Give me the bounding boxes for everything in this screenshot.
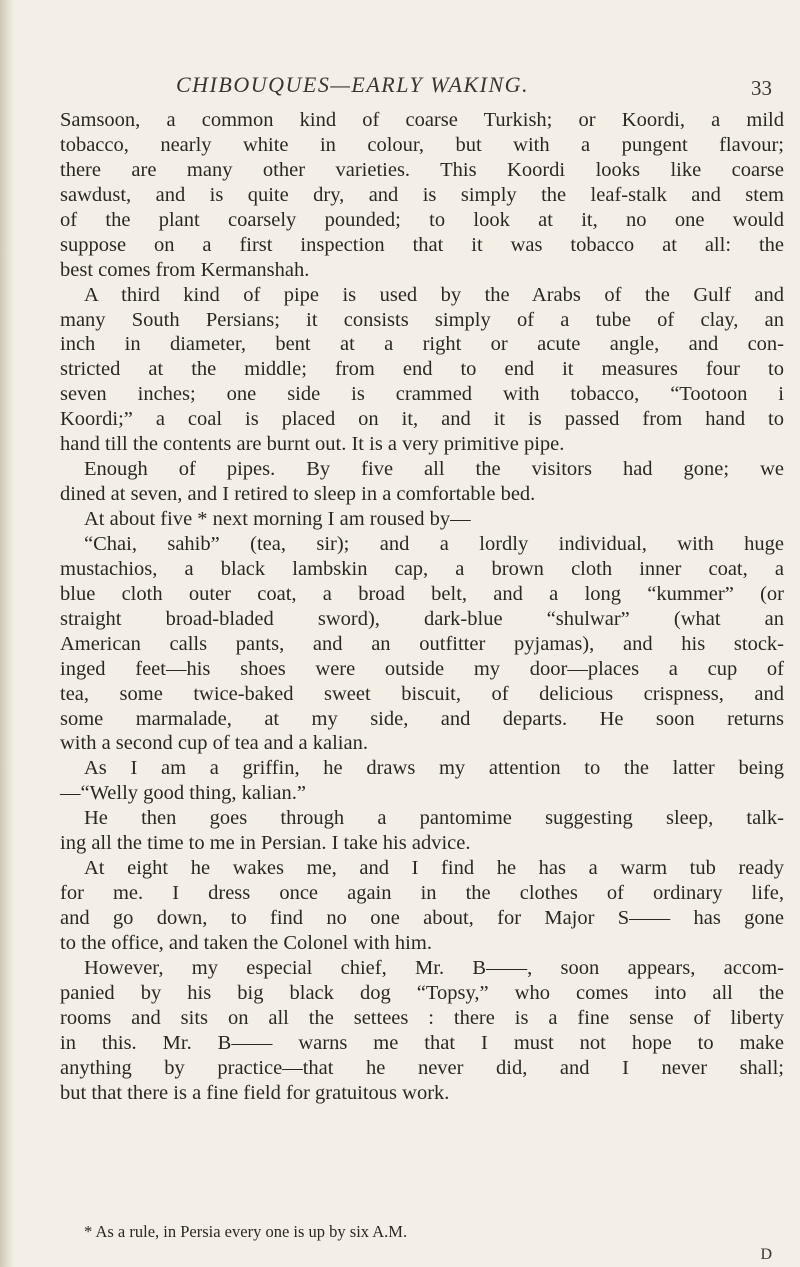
text-line: best comes from Kermanshah.	[60, 258, 310, 281]
signature-mark: D	[760, 1246, 772, 1263]
text-line: At eight he wakes me, and I find he has a warm tub ready	[84, 857, 784, 880]
page-header	[0, 72, 800, 112]
text-line: American calls pants, and an outfitter pyjamas), and his stock-	[60, 632, 784, 655]
text-line: and go down, to find no one about, for Major S—— has gone	[60, 907, 784, 929]
binding-edge	[0, 0, 14, 1267]
text-line: inged feet—his shoes were outside my door—places a cup of	[60, 657, 784, 680]
running-head: CHIBOUQUES—EARLY WAKING.	[176, 72, 530, 97]
text-line: A third kind of pipe is used by the Arabs of the Gulf and	[84, 283, 784, 306]
text-line: there are many other varieties. This Koordi looks like coarse	[60, 158, 784, 181]
text-line: to the office, and taken the Colonel with him.	[60, 931, 432, 954]
footnote: * As a rule, in Persia every one is up by six A.M.	[84, 1222, 408, 1241]
text-line: many South Persians; it consists simply of a tube of clay, an	[60, 308, 784, 331]
text-line: At about five * next morning I am roused by—	[84, 508, 471, 530]
text-line: mustachios, a black lambskin cap, a brown cloth inner coat, a	[60, 557, 784, 580]
text-line: Samsoon, a common kind of coarse Turkish; or Koordi, a mild	[60, 109, 784, 131]
text-line: of the plant coarsely pounded; to look at it, no one would	[60, 208, 784, 231]
text-line: some marmalade, at my side, and departs. He soon returns	[60, 707, 784, 730]
text-line: —“Welly good thing, kalian.”	[60, 782, 306, 805]
text-line: anything by practice—that he never did, and I never shall;	[60, 1056, 784, 1079]
body-text	[60, 108, 784, 1106]
text-line: tea, some twice-baked sweet biscuit, of delicious crispness, and	[60, 682, 784, 705]
text-line: As I am a griffin, he draws my attention to the latter being	[84, 757, 784, 780]
text-line: for me. I dress once again in the clothes of ordinary life,	[60, 882, 784, 905]
text-line: He then goes through a pantomime suggesting sleep, talk-	[84, 807, 784, 830]
text-line: rooms and sits on all the settees : there is a fine sense of liberty	[60, 1006, 784, 1029]
text-line: suppose on a first inspection that it was tobacco at all: the	[60, 233, 784, 256]
text-line: “Chai, sahib” (tea, sir); and a lordly individual, with huge	[84, 532, 784, 555]
text-line: However, my especial chief, Mr. B——, soon appears, accom-	[84, 956, 784, 979]
text-line: tobacco, nearly white in colour, but with a pungent flavour;	[60, 133, 784, 156]
text-line: with a second cup of tea and a kalian.	[60, 732, 368, 755]
text-line: ing all the time to me in Persian. I take his advice.	[60, 832, 471, 855]
page-number: 33	[751, 76, 772, 100]
text-line: hand till the contents are burnt out. It is a very primitive pipe.	[60, 433, 565, 456]
text-line: straight broad-bladed sword), dark-blue “shulwar” (what an	[60, 607, 784, 630]
text-line: Enough of pipes. By five all the visitors had gone; we	[84, 458, 784, 481]
text-line: stricted at the middle; from end to end it measures four to	[60, 358, 784, 381]
text-line: inch in diameter, bent at a right or acute angle, and con-	[60, 333, 784, 356]
text-line: Koordi;” a coal is placed on it, and it is passed from hand to	[60, 408, 784, 431]
text-line: blue cloth outer coat, a broad belt, and a long “kummer” (or	[60, 582, 784, 605]
text-line: seven inches; one side is crammed with tobacco, “Tootoon i	[60, 383, 784, 406]
text-line: sawdust, and is quite dry, and is simply the leaf-stalk and stem	[60, 183, 784, 206]
text-line: but that there is a fine field for gratuitous work.	[60, 1081, 450, 1104]
text-line: in this. Mr. B—— warns me that I must not hope to make	[60, 1031, 784, 1054]
text-line: dined at seven, and I retired to sleep in a comfortable bed.	[60, 483, 536, 506]
text-line: panied by his big black dog “Topsy,” who comes into all the	[60, 981, 784, 1004]
